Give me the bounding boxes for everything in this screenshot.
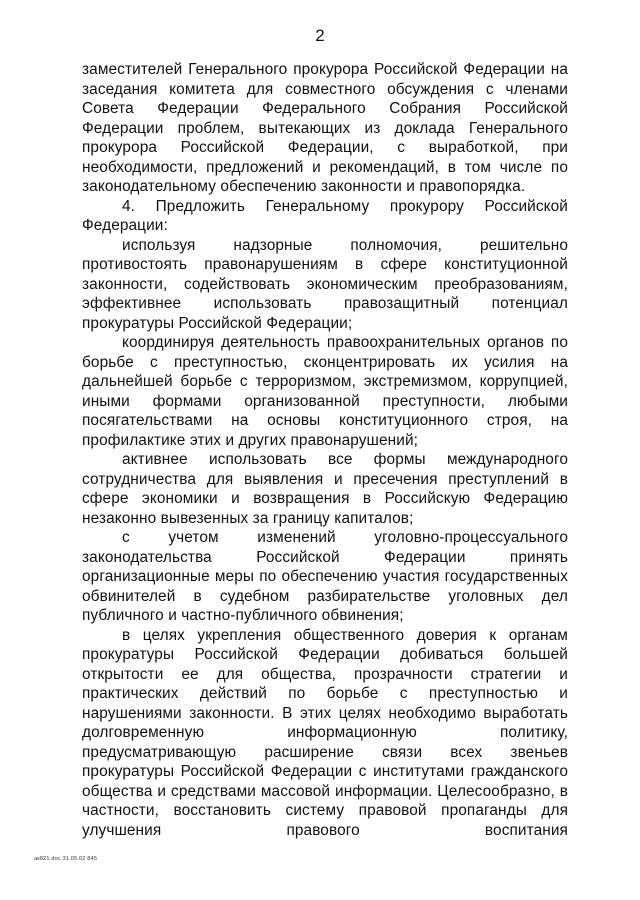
paragraph-coordination: координируя деятельность правоохранительных органов по борьбе с преступностью, сконцентрировать их усилия на дальнейшей борьбе с терроризмом, экстремизмом, коррупцией, иными формами организованной преступности, любыми посягательствами на основы конституционного строя, на профилактике этих и других правонарушений; [82,334,568,449]
footer-file-code: ак821.doc 31.05.02 845 [34,856,98,862]
document-body [82,60,568,840]
paragraph-continuation: заместителей Генерального прокурора Российской Федерации на заседания комитета для совместного обсуждения с членами Совета Федерации Федерального Собрания Российской Федерации проблем, вытекающих из доклада Генерального прокурора Российской Федерации, с выработкой, при необходимости, предложений и рекомендаций, в том числе по законодательному обеспечению законности и правопорядка. [82,61,568,195]
page-number: 2 [315,26,325,45]
paragraph-state-prosecutors: с учетом изменений уголовно-процессуального законодательства Российской Федерации принять организационные меры по обеспечению участия государственных обвинителей в судебном разбирательстве уголовных дел публичного и частно-публичного обвинения; [82,529,568,624]
paragraph-international-cooperation: активнее использовать все формы международного сотрудничества для выявления и пресечения преступлений в сфере экономики и возвращения в Российскую Федерацию незаконно вывезенных за границу капиталов; [82,451,568,527]
paragraph-constitutional-legality: используя надзорные полномочия, решительно противостоять правонарушениям в сфере конституционной законности, содействовать экономическим преобразованиям, эффективнее использовать правозащитный потенциал прокуратуры Российской Федерации; [82,236,568,332]
paragraph-public-trust: в целях укрепления общественного доверия к органам прокуратуры Российской Федерации добиваться большей открытости ее для общества, прозрачности стратегии и практических действий по борьбе с преступностью и нарушениями законности. В этих целях необходимо выработать долговременную информационную политику, предусматривающую расширение связи всех звеньев прокуратуры Российской Федерации с институтами гражданского общества и средствами массовой информации. Целесообразно, в частности, восстановить систему правовой пропаганды для улучшения правового воспитания [82,626,568,839]
paragraph-item-4: 4. Предложить Генеральному прокурору Российской Федерации: [82,197,568,234]
